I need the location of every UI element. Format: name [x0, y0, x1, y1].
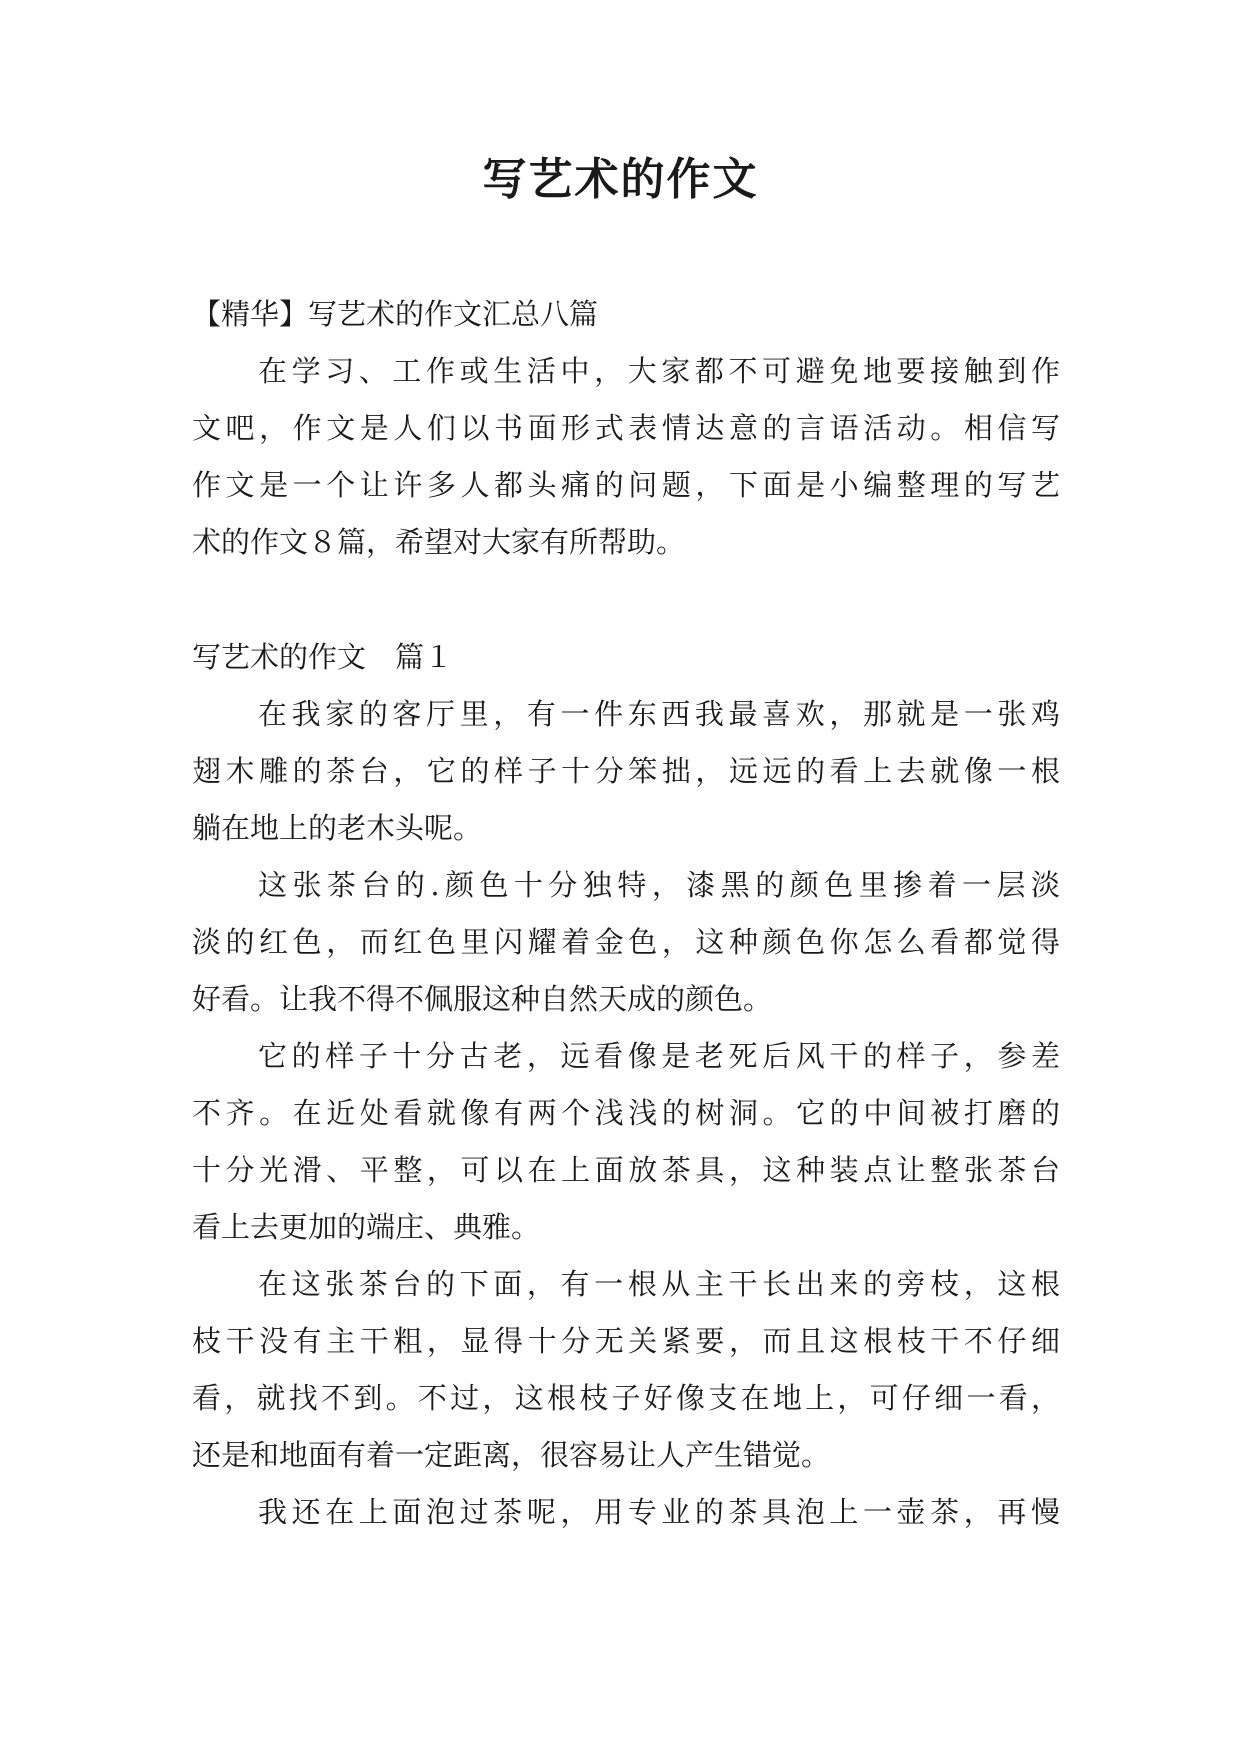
body-paragraph	[192, 1484, 1060, 1541]
paragraph-line: 不齐。在近处看就像有两个浅浅的树洞。它的中间被打磨的	[192, 1096, 1060, 1130]
body-paragraph	[192, 1256, 1060, 1484]
paragraph-line: 枝干没有主干粗，显得十分无关紧要，而且这根枝干不仔细	[192, 1324, 1060, 1358]
paragraph-line: 文吧，作文是人们以书面形式表情达意的言语活动。相信写	[192, 411, 1060, 445]
paragraph-line: 作文是一个让许多人都头痛的问题，下面是小编整理的写艺	[192, 468, 1060, 502]
paragraph-line: 躺在地上的老木头呢。	[192, 811, 483, 845]
paragraph-line: 在这张茶台的下面，有一根从主干长出来的旁枝，这根	[258, 1267, 1060, 1301]
paragraph-line: 翅木雕的茶台，它的样子十分笨拙，远远的看上去就像一根	[192, 754, 1060, 788]
body-paragraph	[192, 686, 1060, 857]
body-paragraph	[192, 1028, 1060, 1256]
paragraph-line: 好看。让我不得不佩服这种自然天成的颜色。	[192, 982, 773, 1016]
paragraph-line: 在我家的客厅里，有一件东西我最喜欢，那就是一张鸡	[258, 697, 1060, 731]
paragraph-line: 术的作文８篇，希望对大家有所帮助。	[192, 525, 686, 559]
paragraph-line: 我还在上面泡过茶呢，用专业的茶具泡上一壶茶，再慢	[258, 1495, 1060, 1529]
paragraph-line: 还是和地面有着一定距离，很容易让人产生错觉。	[192, 1438, 831, 1472]
document-title: 写艺术的作文	[482, 154, 759, 205]
paragraph-line: 看，就找不到。不过，这根枝子好像支在地上，可仔细一看，	[192, 1381, 1060, 1415]
intro-paragraph	[192, 343, 1060, 571]
paragraph-line: 看上去更加的端庄、典雅。	[192, 1210, 541, 1244]
paragraph-line: 淡的红色，而红色里闪耀着金色，这种颜色你怎么看都觉得	[192, 925, 1060, 959]
paragraph-line: 这张茶台的.颜色十分独特，漆黑的颜色里掺着一层淡	[258, 868, 1060, 902]
section-spacer	[192, 571, 1060, 629]
body-paragraph	[192, 857, 1060, 1028]
document-body	[192, 286, 1060, 1541]
section-heading: 写艺术的作文 篇１	[192, 640, 454, 674]
document-subtitle: 【精华】写艺术的作文汇总八篇	[192, 297, 599, 331]
paragraph-line: 它的样子十分古老，远看像是老死后风干的样子，参差	[258, 1039, 1060, 1073]
paragraph-line: 十分光滑、平整，可以在上面放茶具，这种装点让整张茶台	[192, 1153, 1060, 1187]
paragraph-line: 在学习、工作或生活中，大家都不可避免地要接触到作	[258, 354, 1060, 388]
